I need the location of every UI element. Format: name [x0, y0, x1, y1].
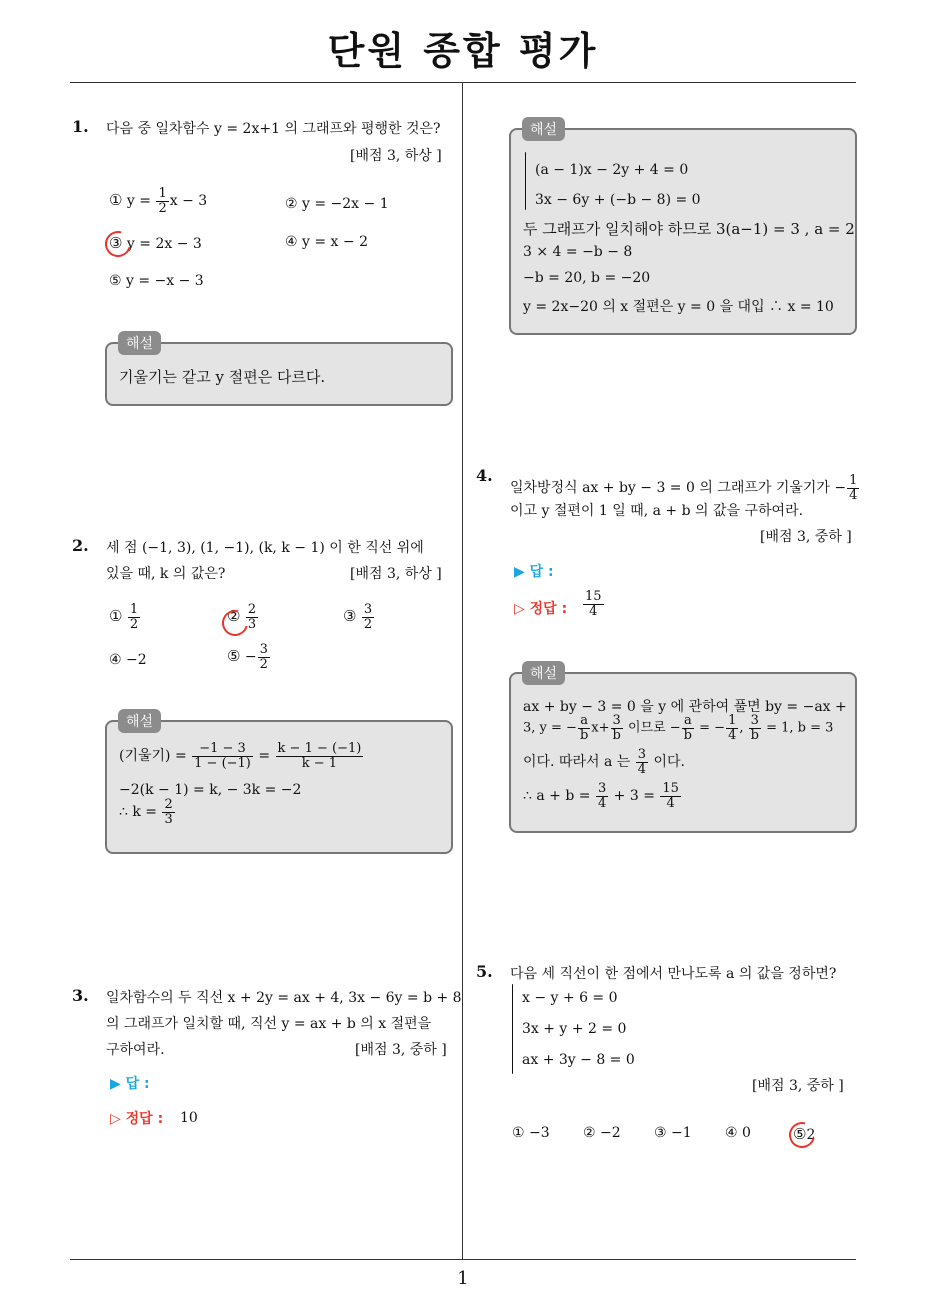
question-number: 1.	[72, 117, 89, 136]
denominator: 4	[849, 487, 858, 503]
page-number: 1	[457, 1268, 469, 1289]
question-stem-line-1	[510, 474, 860, 502]
option-1[interactable]	[109, 187, 207, 215]
bottom-rule	[70, 1259, 856, 1260]
solution-line-4: 3 × 4 = −b − 8	[523, 244, 633, 260]
option-text: y =	[126, 193, 156, 210]
solution-line-3: 두 그래프가 일치해야 하므로 3(a−1) = 3 , a = 2	[523, 220, 855, 238]
denominator: 4	[728, 727, 737, 743]
option-text: 2	[806, 1127, 816, 1143]
denominator: 4	[597, 795, 607, 811]
fraction	[749, 714, 761, 742]
numerator: 2	[164, 797, 173, 812]
solution-line-1	[119, 742, 364, 770]
question-text: 일차방정식 ax + by − 3 = 0 의 그래프가 기울기가 −	[510, 480, 847, 497]
page-title: 단원 종합 평가	[327, 29, 599, 73]
numerator: a	[682, 714, 694, 729]
solution-text: ∴ k =	[119, 804, 162, 821]
fraction	[611, 714, 623, 742]
option-marker: ①	[109, 607, 123, 626]
denominator: 2	[259, 656, 268, 672]
question-number: 5.	[476, 962, 493, 981]
solution-box	[509, 128, 857, 335]
numerator: k − 1 − (−1)	[277, 741, 362, 756]
correct-answer-value	[582, 590, 605, 618]
system-brace	[512, 984, 513, 1074]
option-1[interactable]: ① −3	[512, 1125, 550, 1141]
denominator: 2	[158, 200, 167, 216]
option-marker: ⑤	[793, 1125, 807, 1143]
solution-text: + 3 =	[609, 788, 660, 805]
fraction	[192, 742, 253, 770]
solution-text: (기울기) =	[119, 748, 192, 765]
numerator: 1	[728, 713, 737, 728]
numerator: 15	[585, 589, 602, 604]
option-4[interactable]: ④ −2	[109, 652, 147, 668]
question-stem-line-3: 구하여라.	[106, 1042, 165, 1058]
numerator: 1	[158, 186, 167, 201]
solution-line-3	[523, 748, 685, 776]
fraction	[660, 782, 681, 810]
option-text: x − 3	[169, 193, 208, 210]
denominator: 4	[589, 603, 598, 619]
solution-box	[509, 672, 857, 833]
numerator: 3	[259, 642, 268, 657]
numerator: 3	[749, 714, 761, 729]
selected-answer-mark	[100, 226, 136, 262]
question-meta: [배점 3, 중하 ]	[752, 1078, 844, 1094]
solution-tag: 해설	[522, 661, 565, 685]
fraction	[726, 714, 738, 742]
fraction	[258, 643, 270, 671]
fraction	[682, 714, 694, 742]
solution-line-1: (a − 1)x − 2y + 4 = 0	[535, 162, 689, 178]
option-marker: ③	[343, 607, 357, 626]
system-brace	[525, 152, 526, 210]
numerator: 1	[129, 602, 139, 617]
option-2[interactable]: ② y = −2x − 1	[285, 196, 389, 212]
option-5[interactable]	[227, 643, 271, 671]
denominator: 4	[637, 761, 647, 777]
option-2[interactable]: ② −2	[583, 1125, 621, 1141]
answer-input-label[interactable]: ▶ 답 :	[514, 564, 554, 580]
fraction	[246, 603, 258, 631]
answer-input-label[interactable]: ▶ 답 :	[110, 1076, 150, 1092]
denominator: 1 − (−1)	[194, 755, 251, 771]
numerator: 3	[611, 714, 623, 729]
solution-line-3	[119, 798, 176, 826]
equation-1: x − y + 6 = 0	[522, 990, 618, 1006]
solution-line-6: y = 2x−20 의 x 절편은 y = 0 을 대입 ∴ x = 10	[523, 299, 834, 315]
question-stem: 다음 세 직선이 한 점에서 만나도록 a 의 값을 정하면?	[510, 966, 837, 982]
equation-3: ax + 3y − 8 = 0	[522, 1052, 635, 1068]
solution-line-2	[523, 714, 833, 742]
fraction	[162, 798, 174, 826]
question-meta: [배점 3, 중하 ]	[355, 1042, 447, 1058]
numerator: 3	[637, 747, 647, 762]
option-3[interactable]: ③ −1	[654, 1125, 692, 1141]
selected-answer-mark	[784, 1117, 820, 1153]
solution-text: =	[253, 748, 275, 765]
solution-tag: 해설	[118, 331, 161, 355]
question-number: 4.	[476, 466, 493, 485]
option-text: −	[244, 649, 257, 666]
denominator: k − 1	[301, 755, 338, 771]
option-4[interactable]: ④ y = x − 2	[285, 234, 368, 250]
equation-2: 3x + y + 2 = 0	[522, 1021, 627, 1037]
option-5[interactable]: ⑤ y = −x − 3	[109, 273, 204, 289]
denominator: 3	[164, 811, 173, 827]
solution-line-4	[523, 782, 682, 810]
solution-text: ∴ a + b =	[523, 788, 595, 805]
solution-tag: 해설	[118, 709, 161, 733]
numerator: 2	[247, 602, 257, 617]
option-text: y = 2x − 3	[126, 236, 202, 252]
question-stem-line-1: 일차함수의 두 직선 x + 2y = ax + 4, 3x − 6y = b + 8	[106, 990, 462, 1006]
solution-line-2: 3x − 6y + (−b − 8) = 0	[535, 192, 701, 208]
solution-text: 기울기는 같고 y 절편은 다르다.	[119, 368, 326, 386]
fraction	[362, 603, 374, 631]
fraction	[578, 714, 590, 742]
fraction	[636, 748, 648, 776]
denominator: b	[683, 727, 692, 743]
denominator: 2	[129, 616, 139, 632]
option-marker: ⑤	[227, 647, 241, 666]
fraction	[276, 742, 364, 770]
option-4[interactable]: ④ 0	[725, 1125, 751, 1141]
correct-answer-value: 10	[180, 1110, 198, 1126]
question-stem-line-2: 이고 y 절편이 1 일 때, a + b 의 값을 구하여라.	[510, 503, 804, 519]
numerator: 3	[597, 781, 607, 796]
question-number: 2.	[72, 536, 89, 555]
option-1[interactable]	[109, 603, 141, 631]
solution-text: x+	[591, 720, 610, 736]
option-3[interactable]	[343, 603, 375, 631]
numerator: −1 − 3	[192, 742, 253, 757]
denominator: 3	[247, 616, 257, 632]
fraction	[847, 474, 859, 502]
top-rule	[70, 82, 856, 83]
denominator: 4	[666, 795, 675, 811]
solution-text: 이므로 −	[623, 720, 681, 736]
denominator: b	[750, 727, 759, 743]
numerator: 1	[849, 473, 858, 488]
question-number: 3.	[72, 986, 89, 1005]
numerator: a	[578, 714, 590, 729]
question-stem-line-2: 있을 때, k 의 값은?	[106, 566, 226, 582]
solution-text: 3, y = −	[523, 720, 577, 736]
option-marker: ①	[109, 191, 123, 210]
question-stem: 다음 중 일차함수 y = 2x+1 의 그래프와 평행한 것은?	[106, 121, 441, 137]
question-stem-line-2: 의 그래프가 일치할 때, 직선 y = ax + b 의 x 절편을	[106, 1016, 432, 1032]
fraction	[583, 590, 604, 618]
solution-line-1: ax + by − 3 = 0 을 y 에 관하여 풀면 by = −ax +	[523, 699, 847, 715]
question-meta: [배점 3, 중하 ]	[760, 529, 852, 545]
denominator: b	[612, 727, 621, 743]
numerator: 3	[363, 602, 373, 617]
question-stem-line-1: 세 점 (−1, 3), (1, −1), (k, k − 1) 이 한 직선 위에	[106, 540, 424, 556]
correct-answer-label: ▷ 정답 :	[110, 1111, 164, 1127]
correct-answer-label: ▷ 정답 :	[514, 601, 568, 617]
option-marker: ③	[109, 234, 123, 252]
numerator: 15	[662, 781, 679, 796]
denominator: 2	[363, 616, 373, 632]
question-meta: [배점 3, 하상 ]	[350, 148, 442, 164]
fraction	[128, 603, 140, 631]
question-meta: [배점 3, 하상 ]	[350, 566, 442, 582]
fraction	[596, 782, 608, 810]
solution-text: = −	[695, 720, 726, 736]
option-marker: ②	[227, 607, 241, 626]
solution-line-2: −2(k − 1) = k, − 3k = −2	[119, 782, 302, 798]
solution-tag: 해설	[522, 117, 565, 141]
solution-text: = 1, b = 3	[761, 720, 834, 736]
solution-box	[105, 720, 453, 854]
denominator: b	[579, 727, 589, 743]
column-divider	[462, 83, 463, 1260]
fraction	[156, 187, 168, 215]
solution-text: ,	[739, 720, 748, 736]
solution-text: 이다.	[649, 754, 685, 771]
solution-text: 이다. 따라서 a 는	[523, 754, 635, 771]
solution-line-5: −b = 20, b = −20	[523, 270, 651, 286]
